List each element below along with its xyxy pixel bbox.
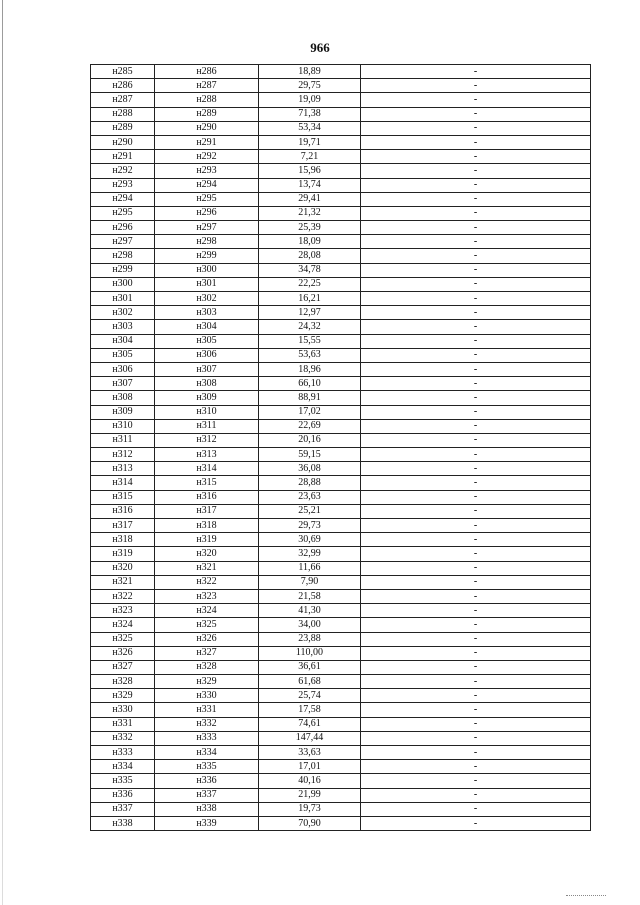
point-from-cell: н304 [91,334,155,348]
point-from-cell: н316 [91,504,155,518]
length-value-cell: 34,78 [259,263,361,277]
table-row [91,703,591,717]
point-to-cell: н333 [155,731,259,745]
table-row [91,150,591,164]
note-cell: - [361,462,591,476]
point-from-cell: н325 [91,632,155,646]
length-value-cell: 15,55 [259,334,361,348]
scan-bottom-mark [566,895,606,897]
note-cell: - [361,192,591,206]
note-cell: - [361,65,591,79]
point-from-cell: н305 [91,348,155,362]
boundary-table-container [90,64,590,831]
length-value-cell: 7,90 [259,575,361,589]
table-row [91,107,591,121]
length-value-cell: 20,16 [259,433,361,447]
note-cell: - [361,774,591,788]
length-value-cell: 53,63 [259,348,361,362]
point-to-cell: н330 [155,689,259,703]
point-to-cell: н287 [155,79,259,93]
note-cell: - [361,675,591,689]
note-cell: - [361,816,591,830]
note-cell: - [361,717,591,731]
table-row [91,377,591,391]
table-row [91,575,591,589]
point-to-cell: н312 [155,433,259,447]
note-cell: - [361,405,591,419]
table-row [91,533,591,547]
point-from-cell: н333 [91,746,155,760]
point-to-cell: н317 [155,504,259,518]
length-value-cell: 61,68 [259,675,361,689]
point-from-cell: н329 [91,689,155,703]
note-cell: - [361,320,591,334]
table-row [91,433,591,447]
point-from-cell: н289 [91,121,155,135]
point-from-cell: н311 [91,433,155,447]
point-to-cell: н305 [155,334,259,348]
table-row [91,362,591,376]
note-cell: - [361,135,591,149]
point-from-cell: н294 [91,192,155,206]
point-to-cell: н303 [155,306,259,320]
point-from-cell: н313 [91,462,155,476]
page-number: 966 [310,40,330,55]
table-row [91,788,591,802]
length-value-cell: 7,21 [259,150,361,164]
length-value-cell: 36,61 [259,660,361,674]
length-value-cell: 29,41 [259,192,361,206]
length-value-cell: 33,63 [259,746,361,760]
length-value-cell: 17,02 [259,405,361,419]
length-value-cell: 30,69 [259,533,361,547]
point-to-cell: н319 [155,533,259,547]
length-value-cell: 18,89 [259,65,361,79]
point-from-cell: н335 [91,774,155,788]
table-row [91,689,591,703]
point-to-cell: н294 [155,178,259,192]
point-from-cell: н300 [91,277,155,291]
table-row [91,547,591,561]
note-cell: - [361,362,591,376]
length-value-cell: 66,10 [259,377,361,391]
note-cell: - [361,746,591,760]
note-cell: - [361,79,591,93]
length-value-cell: 12,97 [259,306,361,320]
table-row [91,476,591,490]
table-row [91,192,591,206]
length-value-cell: 41,30 [259,604,361,618]
length-value-cell: 23,63 [259,490,361,504]
table-row [91,774,591,788]
point-to-cell: н311 [155,419,259,433]
point-from-cell: н298 [91,249,155,263]
point-to-cell: н304 [155,320,259,334]
point-to-cell: н292 [155,150,259,164]
point-to-cell: н322 [155,575,259,589]
point-from-cell: н338 [91,816,155,830]
scan-edge-line [2,0,3,905]
table-row [91,277,591,291]
length-value-cell: 28,08 [259,249,361,263]
point-from-cell: н290 [91,135,155,149]
length-value-cell: 17,01 [259,760,361,774]
table-row [91,235,591,249]
note-cell: - [361,377,591,391]
point-from-cell: н328 [91,675,155,689]
point-to-cell: н334 [155,746,259,760]
point-from-cell: н319 [91,547,155,561]
point-to-cell: н316 [155,490,259,504]
table-row [91,802,591,816]
point-to-cell: н331 [155,703,259,717]
point-to-cell: н293 [155,164,259,178]
point-to-cell: н328 [155,660,259,674]
length-value-cell: 16,21 [259,292,361,306]
length-value-cell: 25,21 [259,504,361,518]
length-value-cell: 11,66 [259,561,361,575]
table-row [91,263,591,277]
note-cell: - [361,490,591,504]
table-row [91,646,591,660]
length-value-cell: 23,88 [259,632,361,646]
length-value-cell: 21,58 [259,589,361,603]
point-to-cell: н324 [155,604,259,618]
table-row [91,816,591,830]
length-value-cell: 110,00 [259,646,361,660]
table-row [91,632,591,646]
point-from-cell: н315 [91,490,155,504]
table-row [91,760,591,774]
table-row [91,164,591,178]
note-cell: - [361,93,591,107]
note-cell: - [361,348,591,362]
point-to-cell: н325 [155,618,259,632]
table-row [91,178,591,192]
point-to-cell: н300 [155,263,259,277]
note-cell: - [361,604,591,618]
point-to-cell: н320 [155,547,259,561]
point-from-cell: н309 [91,405,155,419]
note-cell: - [361,164,591,178]
point-to-cell: н337 [155,788,259,802]
point-from-cell: н330 [91,703,155,717]
table-row [91,306,591,320]
length-value-cell: 29,75 [259,79,361,93]
note-cell: - [361,788,591,802]
point-from-cell: н331 [91,717,155,731]
note-cell: - [361,221,591,235]
point-from-cell: н312 [91,448,155,462]
table-row [91,504,591,518]
note-cell: - [361,235,591,249]
point-to-cell: н308 [155,377,259,391]
table-row [91,660,591,674]
note-cell: - [361,660,591,674]
table-row [91,448,591,462]
note-cell: - [361,448,591,462]
point-to-cell: н295 [155,192,259,206]
point-to-cell: н310 [155,405,259,419]
length-value-cell: 36,08 [259,462,361,476]
point-to-cell: н306 [155,348,259,362]
note-cell: - [361,178,591,192]
note-cell: - [361,589,591,603]
point-from-cell: н336 [91,788,155,802]
point-to-cell: н313 [155,448,259,462]
point-to-cell: н335 [155,760,259,774]
length-value-cell: 15,96 [259,164,361,178]
note-cell: - [361,760,591,774]
note-cell: - [361,433,591,447]
point-to-cell: н323 [155,589,259,603]
point-to-cell: н301 [155,277,259,291]
length-value-cell: 18,09 [259,235,361,249]
point-from-cell: н314 [91,476,155,490]
length-value-cell: 21,99 [259,788,361,802]
table-row [91,618,591,632]
note-cell: - [361,107,591,121]
note-cell: - [361,561,591,575]
point-from-cell: н310 [91,419,155,433]
note-cell: - [361,802,591,816]
point-to-cell: н286 [155,65,259,79]
length-value-cell: 53,34 [259,121,361,135]
length-value-cell: 19,71 [259,135,361,149]
table-row [91,249,591,263]
point-from-cell: н292 [91,164,155,178]
point-from-cell: н337 [91,802,155,816]
table-row [91,604,591,618]
point-from-cell: н301 [91,292,155,306]
note-cell: - [361,391,591,405]
point-to-cell: н315 [155,476,259,490]
table-row [91,717,591,731]
point-to-cell: н290 [155,121,259,135]
table-row [91,93,591,107]
point-to-cell: н338 [155,802,259,816]
point-to-cell: н327 [155,646,259,660]
point-from-cell: н332 [91,731,155,745]
point-to-cell: н307 [155,362,259,376]
point-to-cell: н299 [155,249,259,263]
table-row [91,79,591,93]
point-from-cell: н297 [91,235,155,249]
length-value-cell: 25,74 [259,689,361,703]
note-cell: - [361,206,591,220]
length-value-cell: 59,15 [259,448,361,462]
table-row [91,419,591,433]
point-from-cell: н320 [91,561,155,575]
point-from-cell: н308 [91,391,155,405]
point-to-cell: н336 [155,774,259,788]
point-from-cell: н299 [91,263,155,277]
table-row [91,206,591,220]
length-value-cell: 19,73 [259,802,361,816]
table-row [91,135,591,149]
point-from-cell: н286 [91,79,155,93]
note-cell: - [361,263,591,277]
point-to-cell: н302 [155,292,259,306]
table-row [91,731,591,745]
point-from-cell: н324 [91,618,155,632]
note-cell: - [361,277,591,291]
table-body [91,65,591,831]
point-from-cell: н296 [91,221,155,235]
note-cell: - [361,121,591,135]
point-to-cell: н309 [155,391,259,405]
point-to-cell: н297 [155,221,259,235]
note-cell: - [361,419,591,433]
length-value-cell: 24,32 [259,320,361,334]
length-value-cell: 28,88 [259,476,361,490]
point-from-cell: н318 [91,533,155,547]
length-value-cell: 21,32 [259,206,361,220]
note-cell: - [361,306,591,320]
table-row [91,65,591,79]
length-value-cell: 29,73 [259,519,361,533]
note-cell: - [361,731,591,745]
point-from-cell: н327 [91,660,155,674]
point-to-cell: н318 [155,519,259,533]
point-from-cell: н334 [91,760,155,774]
note-cell: - [361,547,591,561]
note-cell: - [361,334,591,348]
point-to-cell: н326 [155,632,259,646]
table-row [91,675,591,689]
point-from-cell: н323 [91,604,155,618]
note-cell: - [361,703,591,717]
length-value-cell: 40,16 [259,774,361,788]
table-row [91,391,591,405]
note-cell: - [361,575,591,589]
point-from-cell: н306 [91,362,155,376]
point-from-cell: н322 [91,589,155,603]
point-from-cell: н288 [91,107,155,121]
length-value-cell: 147,44 [259,731,361,745]
point-to-cell: н298 [155,235,259,249]
length-value-cell: 22,25 [259,277,361,291]
point-from-cell: н285 [91,65,155,79]
table-row [91,589,591,603]
table-row [91,746,591,760]
length-value-cell: 18,96 [259,362,361,376]
table-row [91,519,591,533]
point-to-cell: н296 [155,206,259,220]
length-value-cell: 74,61 [259,717,361,731]
length-value-cell: 70,90 [259,816,361,830]
length-value-cell: 25,39 [259,221,361,235]
table-row [91,348,591,362]
length-value-cell: 19,09 [259,93,361,107]
point-from-cell: н326 [91,646,155,660]
length-value-cell: 22,69 [259,419,361,433]
table-row [91,334,591,348]
note-cell: - [361,533,591,547]
length-value-cell: 88,91 [259,391,361,405]
note-cell: - [361,476,591,490]
note-cell: - [361,689,591,703]
point-from-cell: н321 [91,575,155,589]
length-value-cell: 71,38 [259,107,361,121]
point-from-cell: н293 [91,178,155,192]
table-row [91,561,591,575]
table-row [91,221,591,235]
point-from-cell: н291 [91,150,155,164]
point-to-cell: н314 [155,462,259,476]
table-row [91,490,591,504]
boundary-segments-table [90,64,591,831]
note-cell: - [361,292,591,306]
table-row [91,320,591,334]
point-to-cell: н329 [155,675,259,689]
point-from-cell: н295 [91,206,155,220]
length-value-cell: 32,99 [259,547,361,561]
length-value-cell: 17,58 [259,703,361,717]
table-row [91,292,591,306]
point-from-cell: н287 [91,93,155,107]
point-from-cell: н303 [91,320,155,334]
note-cell: - [361,504,591,518]
length-value-cell: 13,74 [259,178,361,192]
point-to-cell: н339 [155,816,259,830]
length-value-cell: 34,00 [259,618,361,632]
note-cell: - [361,632,591,646]
point-to-cell: н291 [155,135,259,149]
note-cell: - [361,618,591,632]
note-cell: - [361,150,591,164]
table-row [91,405,591,419]
point-from-cell: н307 [91,377,155,391]
point-to-cell: н289 [155,107,259,121]
note-cell: - [361,646,591,660]
table-row [91,462,591,476]
point-to-cell: н321 [155,561,259,575]
note-cell: - [361,519,591,533]
point-to-cell: н288 [155,93,259,107]
table-row [91,121,591,135]
point-from-cell: н302 [91,306,155,320]
point-from-cell: н317 [91,519,155,533]
point-to-cell: н332 [155,717,259,731]
note-cell: - [361,249,591,263]
